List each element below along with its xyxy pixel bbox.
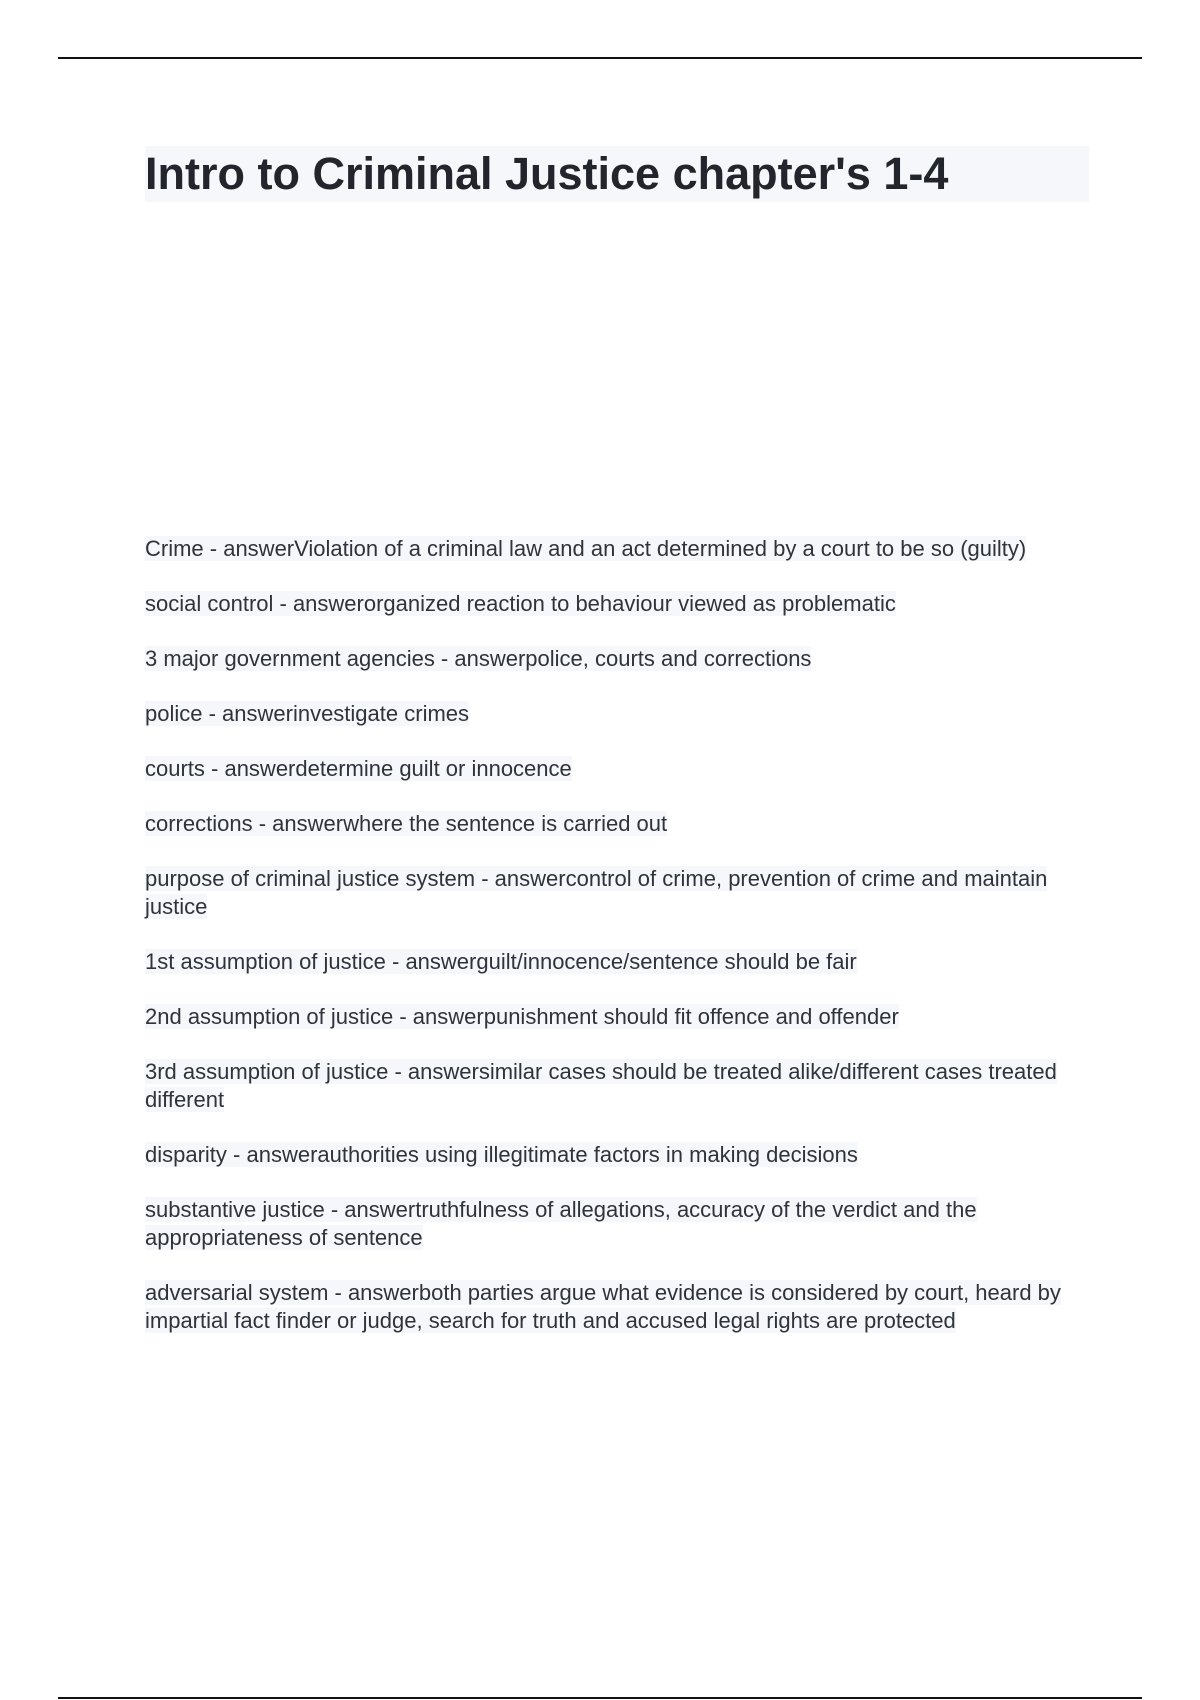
flashcard-text: social control - answerorganized reaction to behaviour viewed as problematic	[145, 591, 896, 616]
flashcard-entry	[145, 1196, 1080, 1252]
flashcard-entry	[145, 535, 1080, 563]
flashcard-text: 2nd assumption of justice - answerpunishment should fit offence and offender	[145, 1004, 899, 1029]
flashcard-text: 3rd assumption of justice - answersimilar cases should be treated alike/different cases treated different	[145, 1059, 1057, 1112]
flashcard-list	[145, 535, 1080, 1362]
flashcard-entry	[145, 1003, 1080, 1031]
flashcard-entry	[145, 590, 1080, 618]
flashcard-text: substantive justice - answertruthfulness of allegations, accuracy of the verdict and the appropriateness of sentence	[145, 1197, 977, 1250]
flashcard-entry	[145, 755, 1080, 783]
flashcard-entry	[145, 948, 1080, 976]
flashcard-text: Crime - answerViolation of a criminal law and an act determined by a court to be so (guilty)	[145, 536, 1027, 561]
flashcard-entry	[145, 1279, 1080, 1335]
top-divider	[58, 57, 1142, 59]
flashcard-text: adversarial system - answerboth parties argue what evidence is considered by court, heard by impartial fact finder or judge, search for truth and accused legal rights are protected	[145, 1280, 1061, 1333]
flashcard-text: 3 major government agencies - answerpolice, courts and corrections	[145, 646, 812, 671]
document-title: Intro to Criminal Justice chapter's 1-4	[145, 148, 949, 199]
flashcard-entry	[145, 1141, 1080, 1169]
flashcard-text: purpose of criminal justice system - answercontrol of crime, prevention of crime and maintain justice	[145, 866, 1048, 919]
flashcard-text: police - answerinvestigate crimes	[145, 701, 470, 726]
flashcard-entry	[145, 1058, 1080, 1114]
flashcard-text: disparity - answerauthorities using illegitimate factors in making decisions	[145, 1142, 858, 1167]
bottom-divider	[58, 1697, 1142, 1699]
flashcard-entry	[145, 700, 1080, 728]
flashcard-text: 1st assumption of justice - answerguilt/innocence/sentence should be fair	[145, 949, 857, 974]
flashcard-text: courts - answerdetermine guilt or innocence	[145, 756, 572, 781]
flashcard-text: corrections - answerwhere the sentence is carried out	[145, 811, 668, 836]
flashcard-entry	[145, 865, 1080, 921]
flashcard-entry	[145, 645, 1080, 673]
flashcard-entry	[145, 810, 1080, 838]
